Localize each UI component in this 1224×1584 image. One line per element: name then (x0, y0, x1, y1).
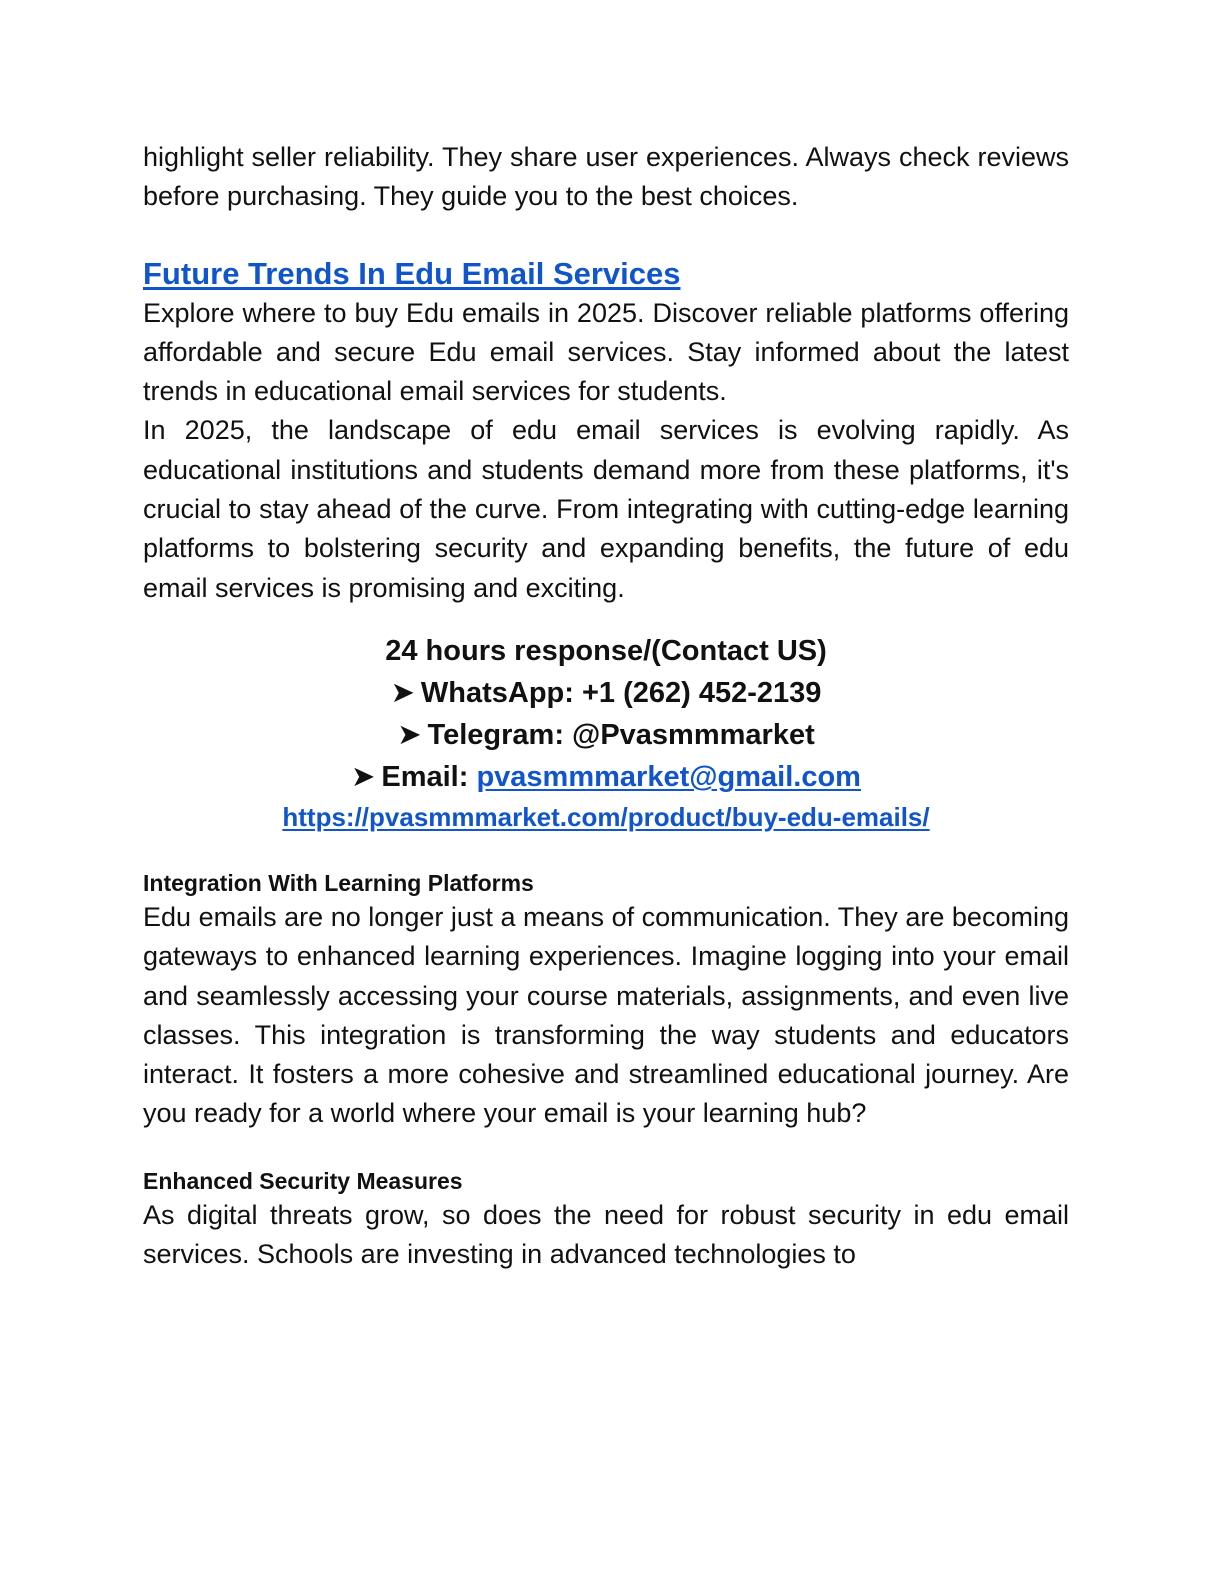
contact-telegram: Telegram: @Pvasmmmarket (427, 718, 815, 751)
paragraph-landscape: In 2025, the landscape of edu email services is evolving rapidly. As educational institutions and students demand more from these platforms, it's crucial to stay ahead of the curve. From integrating with cutting-edge learning platforms to bolstering security and expanding benefits, the future of edu email services is promising and exciting. (143, 415, 1069, 603)
contact-email-label: Email: (381, 760, 469, 793)
contact-whatsapp-line (143, 672, 1069, 714)
contact-telegram-line (143, 714, 1069, 756)
contact-block (143, 630, 1069, 836)
paragraph-explore: Explore where to buy Edu emails in 2025. Discover reliable platforms offering affordable and secure Edu email services. Stay informed about the latest trends in educational email services for students. (143, 297, 1069, 407)
section-heading-future-trends[interactable]: Future Trends In Edu Email Services (143, 255, 681, 291)
paragraph-security: As digital threats grow, so does the need for robust security in edu email services. Schools are investing in advanced technologies to (143, 1199, 1069, 1270)
arrow-icon: ➤ (390, 676, 415, 709)
arrow-icon: ➤ (351, 760, 376, 793)
paragraph-integration: Edu emails are no longer just a means of communication. They are becoming gateways to enhanced learning experiences. Imagine logging into your email and seamlessly accessing your course materials, assignments, and even live classes. This integration is transforming the way students and educators interact. It fosters a more cohesive and streamlined educational journey. Are you ready for a world where your email is your learning hub? (143, 901, 1069, 1129)
product-url-link[interactable]: https://pvasmmmarket.com/product/buy-edu-emails/ (282, 801, 930, 832)
arrow-icon: ➤ (397, 718, 422, 751)
contact-email-line (143, 756, 1069, 798)
contact-title: 24 hours response/(Contact US) (385, 634, 827, 667)
document-page (143, 138, 1069, 1274)
subheading-integration: Integration With Learning Platforms (143, 869, 534, 896)
intro-paragraph: highlight seller reliability. They share user experiences. Always check reviews before purchasing. They guide you to the best choices. (143, 142, 1069, 212)
contact-email-link[interactable]: pvasmmmarket@gmail.com (476, 760, 861, 793)
subheading-security: Enhanced Security Measures (143, 1167, 463, 1194)
contact-whatsapp: WhatsApp: +1 (262) 452-2139 (420, 676, 822, 709)
